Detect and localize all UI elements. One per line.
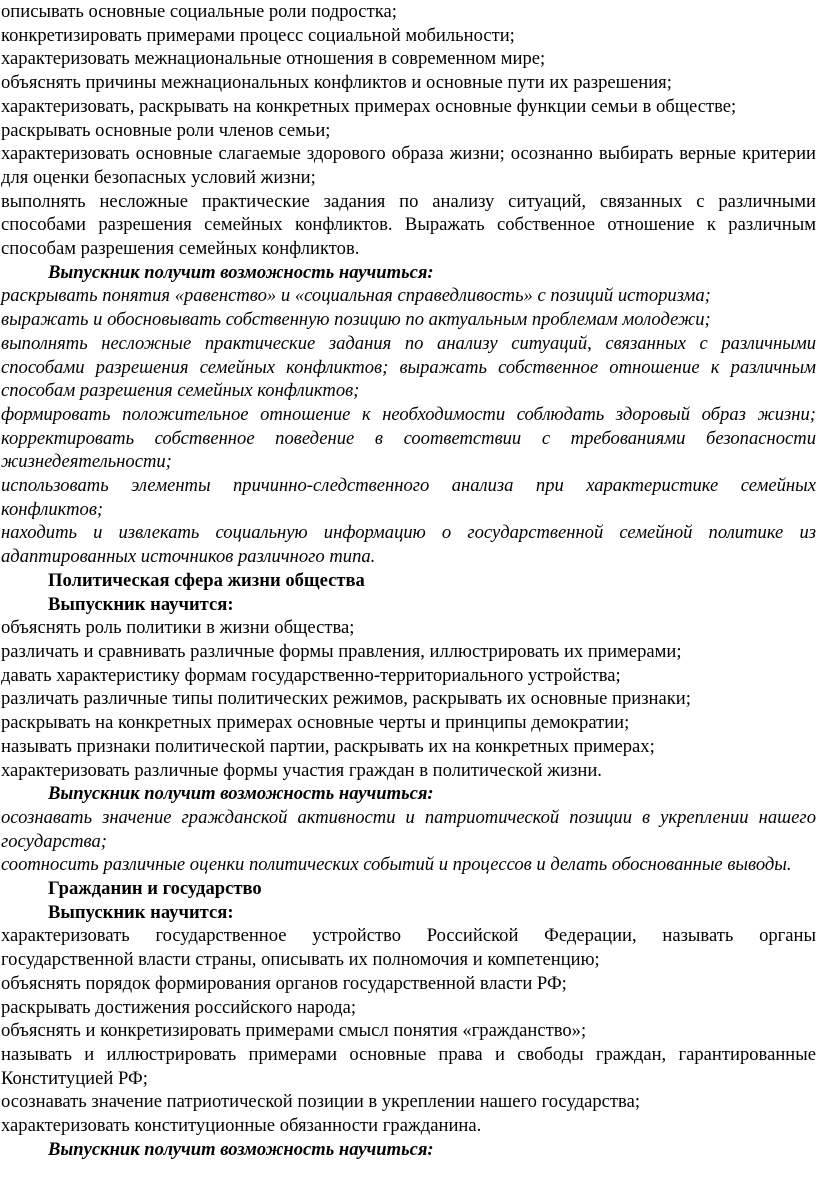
paragraph: характеризовать, раскрывать на конкретных примерах основные функции семьи в обществе; [1,95,737,117]
paragraph: выполнять несложные практические задания по анализу ситуаций, связанных с различными способами разрешения семейных конфликтов. Выражать собственное отношение к различным способам разрешения семейных конфликтов. [1,190,816,260]
paragraph: раскрывать основные роли членов семьи; [1,119,331,141]
paragraph: формировать положительное отношение к необходимости соблюдать здоровый образ жизни; корректировать собственное поведение в соответствии с требованиями безопасности жизнедеятельности; [1,403,816,473]
paragraph: различать различные типы политических режимов, раскрывать их основные признаки; [1,688,691,710]
section-subheading: Выпускник получит возможность научиться: [48,261,434,283]
paragraph: различать и сравнивать различные формы правления, иллюстрировать их примерами; [1,640,682,662]
paragraph: характеризовать основные слагаемые здорового образа жизни; осознанно выбирать верные критерии для оценки безопасных условий жизни; [1,143,816,188]
paragraph: раскрывать достижения российского народа; [1,996,357,1018]
paragraph: использовать элементы причинно-следственного анализа при характеристике семейных конфликтов; [1,475,816,520]
section-heading: Политическая сфера жизни общества [48,569,365,591]
paragraph: раскрывать понятия «равенство» и «социальная справедливость» с позиций историзма; [1,285,711,307]
paragraph: называть признаки политической партии, раскрывать их на конкретных примерах; [1,735,655,757]
paragraph: называть и иллюстрировать примерами основные права и свободы граждан, гарантированные Конституцией РФ; [1,1043,816,1089]
paragraph: объяснять роль политики в жизни общества; [1,617,355,639]
paragraph: выражать и обосновывать собственную позицию по актуальным проблемам молодежи; [1,309,711,331]
paragraph: выполнять несложные практические задания по анализу ситуаций, связанных с различными способами разрешения семейных конфликтов; выражать собственное отношение к различным способам разрешения семейных конфликтов; [1,332,816,402]
paragraph: объяснять причины межнациональных конфликтов и основные пути их разрешения; [1,72,672,94]
paragraph: характеризовать различные формы участия граждан в политической жизни. [1,759,602,781]
paragraph: конкретизировать примерами процесс социальной мобильности; [1,24,515,46]
paragraph: характеризовать конституционные обязанности гражданина. [1,1115,482,1137]
section-subheading: Выпускник научится: [48,593,234,615]
section-subheading: Выпускник получит возможность научиться: [48,783,434,805]
paragraph: характеризовать межнациональные отношения в современном мире; [1,48,546,70]
paragraph: находить и извлекать социальную информацию о государственной семейной политике из адаптированных источников различного типа. [1,522,816,568]
paragraph: описывать основные социальные роли подростка; [1,1,397,22]
paragraph: объяснять и конкретизировать примерами смысл понятия «гражданство»; [1,1020,587,1042]
paragraph: осознавать значение патриотической позиции в укреплении нашего государства; [1,1091,640,1113]
section-subheading: Выпускник получит возможность научиться: [48,1138,434,1160]
paragraph: соотносить различные оценки политических событий и процессов и делать обоснованные выводы. [1,854,792,876]
paragraph: раскрывать на конкретных примерах основные черты и принципы демократии; [1,712,630,734]
paragraph: давать характеристику формам государственно-территориального устройства; [1,664,621,686]
paragraph: осознавать значение гражданской активности и патриотической позиции в укреплении нашего государства; [1,806,816,852]
section-heading: Гражданин и государство [48,878,262,900]
section-subheading: Выпускник научится: [48,901,234,923]
paragraph: объяснять порядок формирования органов государственной власти РФ; [1,972,567,994]
paragraph: характеризовать государственное устройство Российской Федерации, называть органы государственной власти страны, описывать их полномочия и компетенцию; [1,925,816,971]
